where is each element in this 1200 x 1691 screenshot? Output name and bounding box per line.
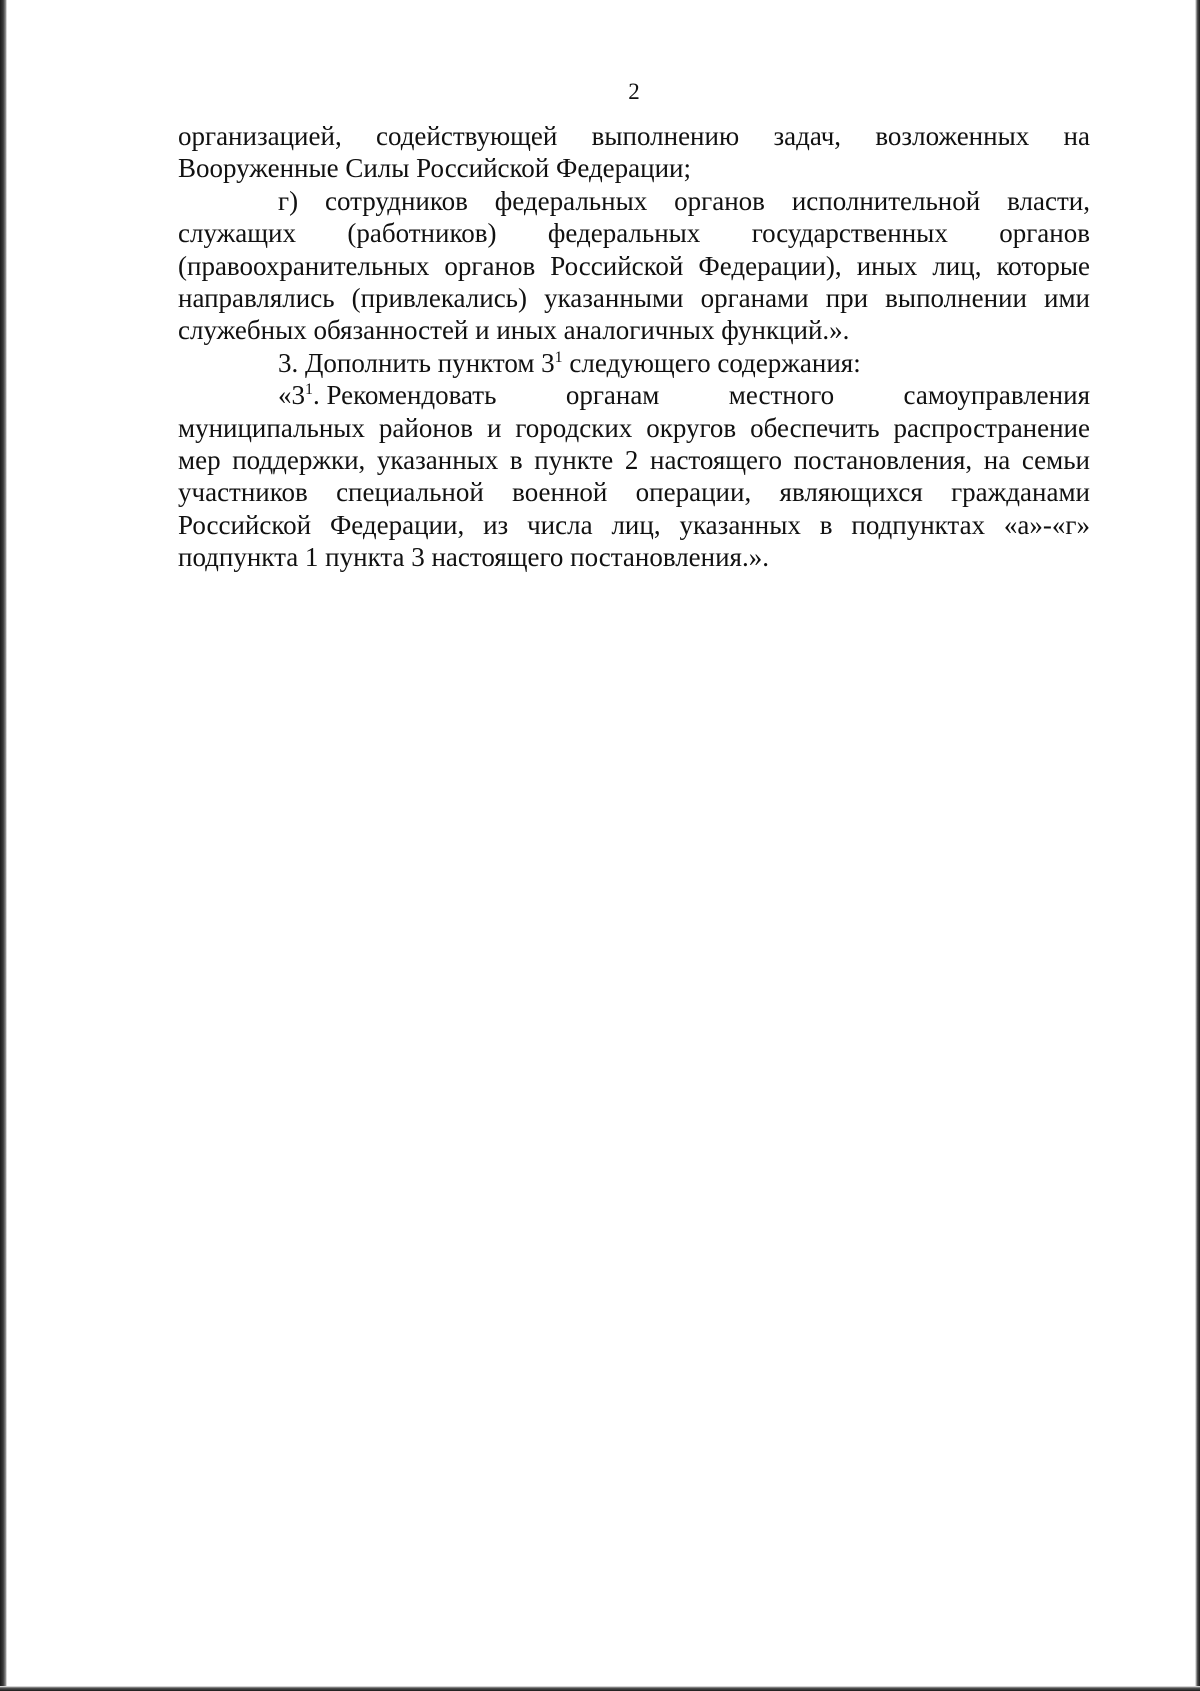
- word: самоуправления: [903, 380, 1090, 411]
- scan-edge-left: [0, 0, 7, 1691]
- word: федеральных: [494, 185, 648, 216]
- word: органов: [674, 185, 765, 216]
- continuation-line-1: [178, 120, 1090, 152]
- word: органам: [565, 380, 660, 411]
- word: выполнению: [591, 121, 740, 151]
- point-3-text: 3. Дополнить пунктом 3: [278, 347, 555, 378]
- new-point-start: [278, 379, 496, 411]
- new-point-text: муниципальных районов и городских округов обеспечить распространение мер поддержки, указанных в пункте 2 настоящего постановления, на семьи участников специальной военной операции, являющихся гражданами Российской Федерации, из числа лиц, указанных в подпунктах «а»-«г» подпункта 1 пункта 3 настоящего постановления.».: [178, 412, 1090, 573]
- word: сотрудников: [325, 185, 468, 216]
- word: исполнительной: [791, 185, 981, 216]
- point-3-text-after: следующего содержания:: [562, 347, 861, 378]
- word: на: [1063, 121, 1090, 151]
- document-page: [178, 78, 1090, 574]
- item-g-line-1: [178, 185, 1090, 217]
- superscript: 1: [305, 381, 313, 399]
- word: г): [278, 185, 299, 216]
- word: . Рекомендовать: [313, 380, 497, 411]
- point-3-heading: [178, 347, 1090, 379]
- page-number: 2: [628, 79, 640, 104]
- word: содействующей: [375, 121, 558, 151]
- item-g-text: (правоохранительных органов Российской Федерации), иных лиц, которые направлялись (привлекались) указанными органами при выполнении ими служебных обязанностей и иных аналогичных функций.».: [178, 250, 1090, 346]
- word: задач,: [773, 121, 842, 151]
- new-point-line-1: [178, 379, 1090, 411]
- word: служащих: [178, 218, 296, 249]
- scan-edge-right: [1195, 0, 1200, 1691]
- word: органов: [999, 218, 1090, 249]
- word: (работников): [347, 218, 497, 249]
- word: возложенных: [875, 121, 1030, 151]
- scan-edge-bottom: [0, 1686, 1200, 1691]
- superscript: 1: [554, 348, 563, 366]
- continuation-line-2: Вооруженные Силы Российской Федерации;: [178, 153, 691, 184]
- word: власти,: [1007, 185, 1090, 216]
- word: государственных: [751, 218, 948, 249]
- item-g-line-2: [178, 217, 1090, 249]
- word: организацией,: [178, 121, 342, 151]
- word: федеральных: [547, 218, 701, 249]
- word: местного: [728, 380, 835, 411]
- quote-number: «3: [278, 380, 305, 411]
